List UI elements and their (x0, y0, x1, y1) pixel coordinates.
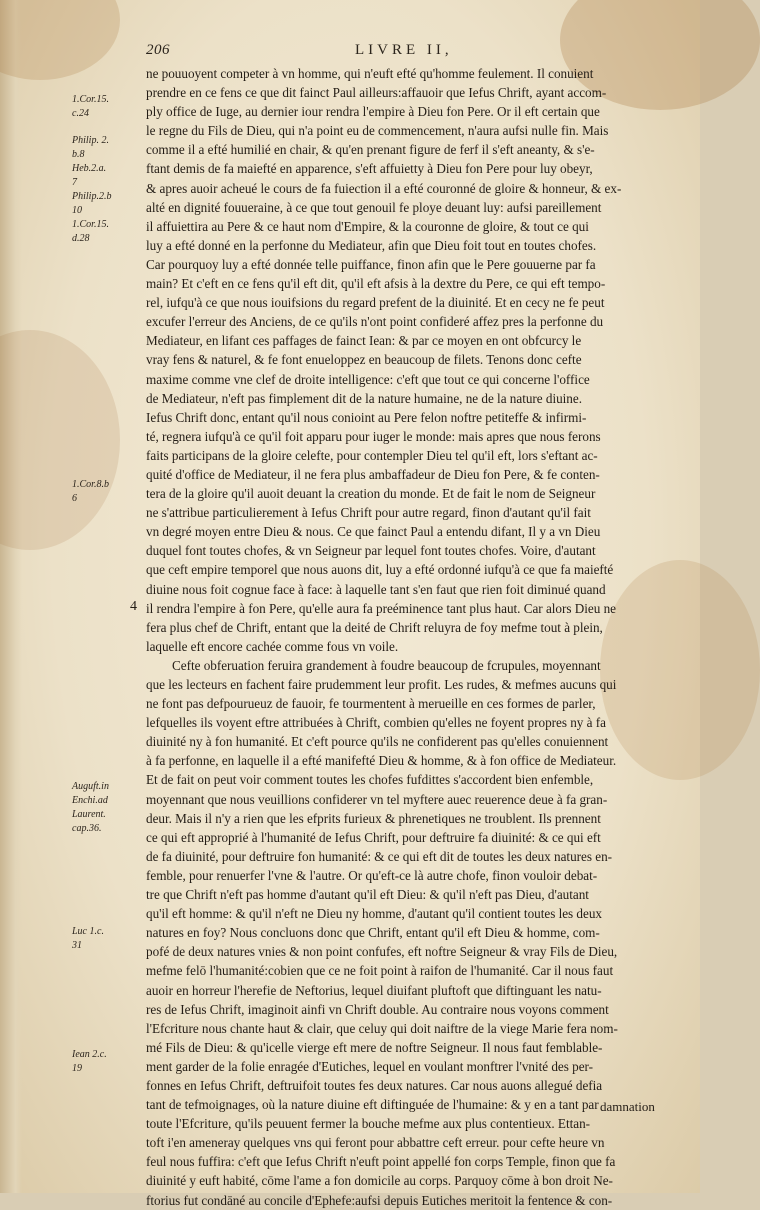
text-line: moyennant que nous veuillions confiderer vn tel myftere auec reuerence deue à fa gran- (146, 791, 608, 807)
margin-note-line: 1.Cor.8.b (72, 479, 109, 490)
text-line: Iefus Chrift donc, entant qu'il nous conioint au Pere felon noftre petiteffe & infirmi- (146, 409, 587, 425)
text-line: de fa diuinité, pour deftruire fon humanité: & ce qui eft dit de toutes les deux natures en- (146, 848, 613, 864)
text-line: de Mediateur, n'eft pas fimplement dit de la nature humaine, ne de la nature diuine. (146, 390, 582, 406)
text-line: ne s'attribue particulierement à Iefus Chrift pour autre regard, finon d'autant qu'il fait (146, 505, 591, 521)
text-line: diuine nous foit cognue face à face: à laquelle tant s'en faut que rien foit diminué quand (146, 581, 606, 597)
text-line: rel, iufqu'à ce que nous iouifsions du regard prefent de la diuinité. Et en cecy ne fe peut (146, 295, 605, 311)
text-line: ce qui eft approprié à l'humanité de Iefus Chrift, pour deftruire fa diuinité: & ce qui eft (146, 829, 601, 845)
text-line: main? Et c'eft en ce fens qu'il eft dit, qu'il eft afsis à la dextre du Pere, ce qui eft tempo- (146, 276, 606, 292)
text-line: l'Efcriture nous chante haut & clair, que celuy qui doit naiftre de la viege Marie fera nom- (146, 1020, 618, 1036)
margin-note (72, 1048, 142, 1076)
text-line: té, regnera iufqu'à ce qu'il foit apparu pour iuger le monde: mais apres que nous ferons (146, 428, 601, 444)
margin-note-line: Philip.2.b (72, 191, 112, 202)
text-line: Cefte obferuation feruira grandement à foudre beaucoup de fcrupules, moyennant (172, 657, 601, 673)
text-line: toft i'en ameneray quelques vns qui feront pour abbattre ceft erreur. pour cefte heure vn (146, 1135, 605, 1151)
text-line: duquel font toutes chofes, & vn Seigneur par lequel font toutes chofes. Voire, d'autant (146, 543, 596, 559)
margin-note-line: Laurent. (72, 809, 106, 820)
text-line: deur. Mais il n'y a rien que les efprits furieux & phrenetiques ne troublent. Ils prennent (146, 810, 601, 826)
text-line: mefme felō l'humanité:cobien que ce ne foit point à raifon de l'humanité. Car il nous faut (146, 963, 614, 979)
margin-note-line: 1.Cor.15. (72, 94, 109, 105)
margin-note-line: Philip. 2. (72, 135, 109, 146)
margin-note-line: d.28 (72, 233, 90, 244)
text-line: mé Fils de Dieu: & qu'icelle vierge eft mere de noftre Seigneur. Il nous faut femblable- (146, 1039, 603, 1055)
text-line: il affuiettira au Pere & ce haut nom d'Empire, & la couronne de gloire, & tout ce qui (146, 218, 589, 234)
margin-note-line: Auguft.in (72, 781, 109, 792)
text-line: fonnes en Iefus Chrift, deftruifoit toutes fes deux natures. Car nous auons allegué defia (146, 1077, 603, 1093)
margin-notes (0, 0, 140, 1193)
margin-note-line: b.8 (72, 149, 85, 160)
text-line: quité d'office de Mediateur, il ne fera plus ambaffadeur de Dieu fon Pere, & fe conten- (146, 466, 600, 482)
body-text (146, 64, 696, 1210)
margin-note-line: 1.Cor.15. (72, 219, 109, 230)
text-line: Mediateur, en lifant ces paffages de fainct Iean: & par ce moyen en ont obfcurcy le (146, 333, 582, 349)
text-line: Car pourquoy luy a efté donnée telle puiffance, finon afin que le Pere gouuerne par fa (146, 256, 596, 272)
text-line: diuinité ny à fon humanité. Et c'eft pource qu'ils ne confiderent pas qu'elles conuiennent (146, 734, 609, 750)
margin-note (72, 190, 142, 218)
catchword: damnation (600, 1099, 655, 1114)
margin-note-line: cap.36. (72, 823, 102, 834)
text-line: ply office de Iuge, au dernier iour rendra l'empire à Dieu fon Pere. Or il eft certain que (146, 104, 600, 120)
margin-note (72, 134, 142, 162)
text-line: Et de fait on peut voir comment toutes les chofes fufdittes s'accordent bien enfemble, (146, 772, 594, 788)
text-line: ftorius fut condāné au concile d'Ephefe:aufsi depuis Eutiches meritoit la fentence & con- (146, 1192, 613, 1208)
text-line: tant de tefmoignages, où la nature diuine eft diftinguée de l'humaine: & y en a tant par (146, 1097, 599, 1113)
margin-note-line: c.24 (72, 108, 89, 119)
margin-note-line: 7 (72, 177, 77, 188)
running-head: LIVRE II, (355, 42, 453, 58)
text-line: res de Iefus Chrift, imaginoit ainfi vn Chrift double. Au contraire nous voyons comment (146, 1001, 609, 1017)
text-line: que les lecteurs en fachent faire prudemment leur profit. Les rudes, & mefmes aucuns qui (146, 677, 617, 692)
margin-note-line: Heb.2.a. (72, 163, 107, 174)
text-line: diuinité y euft habité, cōme l'ame a fon domicile au corps. Parquoy cōme à bon droit Ne- (146, 1173, 613, 1189)
margin-note (72, 925, 142, 953)
text-line: ne pouuoyent competer à vn homme, qui n'euft efté qu'homme feulement. Il conuient (146, 66, 594, 81)
text-line: toute l'Efcriture, qu'ils peuuent fermer la bouche mefme aux plus contentieux. Ettan- (146, 1116, 591, 1132)
margin-note-line: 19 (72, 1063, 82, 1074)
text-line: qu'il eft homme: & qu'il n'eft ne Dieu ny homme, d'autant qu'il contient toutes les deux (146, 906, 602, 922)
text-line: fera plus chef de Chrift, entant que la deité de Chrift reluyra de foy mefme tout à plein, (146, 619, 603, 635)
margin-note-line: 31 (72, 940, 82, 951)
text-line: prendre en ce fens ce que dit fainct Paul ailleurs:affauoir que Iefus Chrift, ayant accom- (146, 85, 607, 101)
text-line: faits participans de la gloire celefte, pour contempler Dieu tel qu'il eft, lors s'eftant ac- (146, 447, 598, 463)
text-line: femble, pour renuerfer l'vne & l'autre. Or qu'eft-ce là autre chofe, finon vouloir debat- (146, 867, 598, 883)
page-number: 206 (146, 42, 170, 58)
text-line: feul nous fuffira: c'eft que Iefus Chrift n'euft point appellé fon corps Temple, finon que fa (146, 1154, 616, 1170)
margin-note-line: Iean 2.c. (72, 1049, 107, 1060)
section-number: 4 (130, 599, 137, 614)
margin-note (72, 93, 142, 121)
text-line: tera de la gloire qu'il auoit deuant la creation du monde. Et de fait le nom de Seigneur (146, 486, 596, 502)
text-line: ftant demis de fa maiefté en apparence, s'eft affuietty à Dieu fon Pere pour luy obeyr, (146, 161, 593, 177)
margin-note (72, 218, 142, 246)
margin-note (72, 162, 142, 190)
text-line: comme il a efté humilié en chair, & qu'en prenant figure de ferf il s'eft aneanty, & s'e- (146, 142, 595, 158)
text-line: vn degré moyen entre Dieu & nous. Ce que fainct Paul a entendu difant, Il y a vn Dieu (146, 524, 601, 540)
text-line: excufer l'erreur des Anciens, de ce qu'ils n'ont point confideré affez pres la perfonne du (146, 314, 604, 330)
text-line: vray fens & naturel, & fe font enueloppez en beaucoup de filets. Tenons donc cefte (146, 352, 582, 368)
text-line: que ceft empire temporel que nous auons dit, luy a efté ordonné iufqu'à ce que fa maiefté (146, 562, 614, 578)
margin-note-line: Enchi.ad (72, 795, 108, 806)
text-line: alté en dignité fouueraine, à ce que tout genouil fe ploye deuant luy: aufsi pareillement (146, 199, 602, 215)
text-line: pofé de deux natures vnies & non point confufes, eft noftre Seigneur & vray Fils de Dieu, (146, 944, 618, 960)
text-line: ment garder de la folie enragée d'Eutiches, lequel en voulant monftrer l'vnité des per- (146, 1058, 594, 1074)
text-line: maxime comme vne clef de droite intelligence: c'eft que tout ce qui concerne l'office (146, 371, 590, 387)
text-line: tre que Chrift n'eft pas homme d'autant qu'il eft Dieu: & qu'il n'eft pas Dieu, d'autant (146, 887, 589, 903)
text-line: le regne du Fils de Dieu, qui n'a point eu de commencement, n'aura aufsi nulle fin. Mais (146, 123, 609, 139)
margin-note (72, 780, 142, 836)
text-line: laquelle eft encore cachée comme fous vn voile. (146, 638, 399, 654)
margin-note-line: 6 (72, 493, 77, 504)
margin-note-line: 10 (72, 205, 82, 216)
margin-note-line: Luc 1.c. (72, 926, 104, 937)
text-line: natures en foy? Nous concluons donc que Chrift, entant qu'il eft Dieu & homme, com- (146, 925, 600, 941)
text-line: ne font pas defpourueuz de fauoir, fe tourmentent à merueille en ces formes de parler, (146, 696, 596, 712)
text-line: il rendra l'empire à fon Pere, qu'elle aura fa preéminence tant plus haut. Car alors Dieu ne (146, 600, 616, 616)
text-line: lefquelles ils voyent eftre attribuées à Chrift, combien qu'elles ne foyent propres ny à fa (146, 715, 606, 731)
text-line: & apres auoir acheué le cours de fa fuiection il a efté couronné de gloire & honneur, & ex- (146, 180, 622, 196)
text-line: luy a efté donné en la perfonne du Mediateur, afin que Dieu foit tout en toutes chofes. (146, 237, 597, 253)
text-line: auoir en horreur l'herefie de Neftorius, lequel diuifant pluftoft que diftinguant les natu- (146, 982, 602, 998)
text-line: à fa perfonne, en laquelle il a efté manifefté Dieu & homme, & à fon office de Mediateur. (146, 753, 617, 769)
margin-note (72, 478, 142, 506)
